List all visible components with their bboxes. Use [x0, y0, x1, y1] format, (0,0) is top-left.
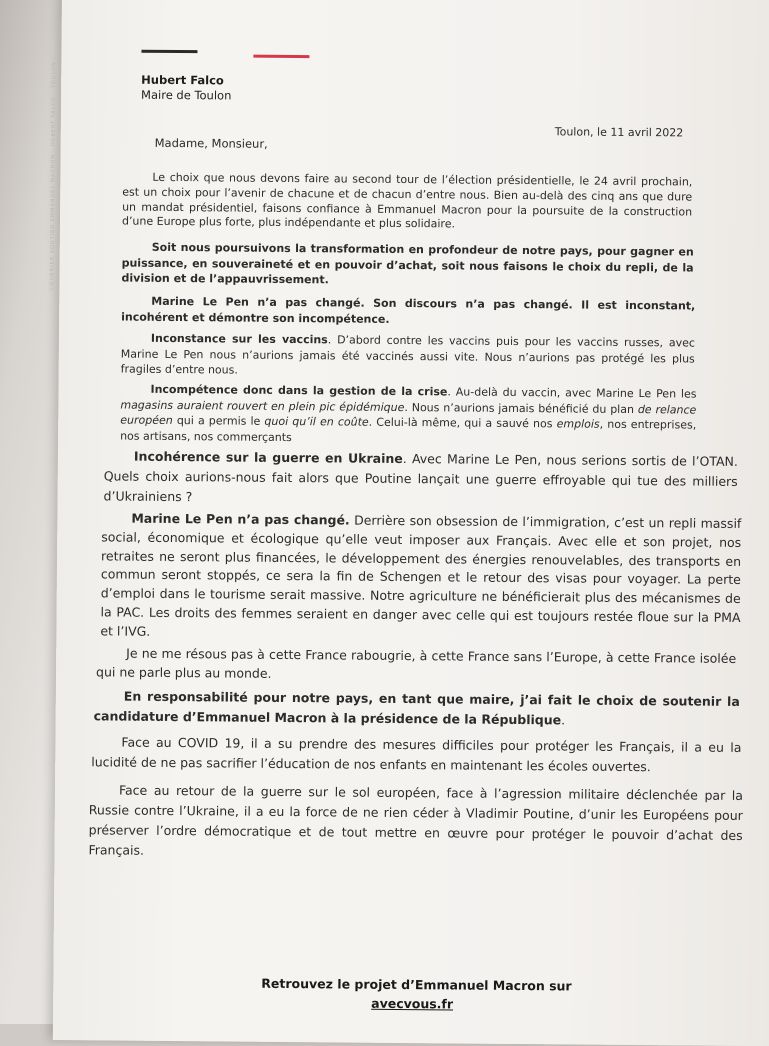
paragraph-endorsement: [94, 686, 740, 732]
vaccines-heading: Inconstance sur les vaccins: [150, 331, 328, 347]
crisis-text-d: . Celui-là même, qui a sauvé nos: [368, 415, 557, 431]
paragraph-crisis: [120, 382, 697, 449]
ukraine-heading: Incohérence sur la guerre en Ukraine: [133, 448, 403, 466]
crisis-italic-shops: magasins auraient rouvert en plein pic épidémique: [120, 398, 405, 414]
paragraph-rabougrie: [96, 643, 736, 687]
crisis-heading: Incompétence donc dans la gestion de la crise: [150, 382, 448, 399]
crisis-italic-recovery: de relance européen: [120, 402, 697, 427]
footer-text: Retrouvez le projet d’Emmanuel Macron sur: [261, 975, 572, 994]
paragraph-immigration: [100, 509, 741, 646]
margin-reference-text: COURRIER SOUTIEN EMMANUEL MACRON - HUBERT FALCO - TOULON: [49, 61, 58, 290]
paragraph-vaccines: [121, 331, 695, 383]
immigration-heading: Marine Le Pen n’a pas changé.: [131, 510, 350, 528]
sender-name: Hubert Falco: [141, 72, 224, 88]
endorsement-text: En responsabilité pour notre pays, en tant que maire, j’ai fait le choix de soutenir la candidature d’Emmanuel Macron à la présidence de la République: [93, 688, 740, 728]
endorsement-period: .: [561, 712, 566, 728]
crisis-text-e: , nos entreprises, nos artisans, nos commerçants: [120, 417, 697, 444]
letter-page: [49, 0, 769, 1046]
footer-website-link[interactable]: avecvous.fr: [371, 995, 454, 1012]
paragraph-covid: [91, 732, 741, 778]
paragraph-war: [88, 780, 743, 866]
salutation: Madame, Monsieur,: [154, 135, 268, 151]
paragraph-choice-text: Soit nous poursuivons la transformation en profondeur de notre pays, pour gagner en puissance, en souveraineté et en pouvoir d’achat, soit nous faisons le choix du repli, de la division et de l’appauvrissement.: [121, 240, 694, 287]
crisis-text-b: . Nous n’aurions jamais bénéficié du plan: [404, 400, 638, 416]
paragraph-intro-text: Le choix que nous devons faire au second tour de l’élection présidentielle, le 24 avril prochain, est un choix pour l’avenir de chacune et de chacun d’entre nous. Bien au-delà des cinq ans que dure un mandat présidentiel, faisons confiance à Emmanuel Macron pour la poursuite de la construction d’une Europe plus forte, plus indépendante et plus solidaire.: [121, 170, 693, 231]
header-rule-red: [253, 55, 309, 58]
ukraine-text: . Avec Marine Le Pen, nous serions sortis de l’OTAN. Quels choix aurions-nous fait alors que Poutine lançait une guerre effroyable qui tue des milliers d’Ukrainiens ?: [103, 450, 738, 505]
paragraph-choice: [121, 240, 693, 291]
paragraph-unchanged: [121, 294, 695, 330]
crisis-text-c: qui a permis le: [172, 413, 265, 428]
paragraph-unchanged-text: Marine Le Pen n’a pas changé. Son discours n’a pas changé. Il est inconstant, incohérent et démontre son incompétence.: [121, 294, 696, 326]
crisis-italic-jobs: emplois: [556, 417, 600, 431]
paragraph-ukraine: [103, 446, 737, 512]
sender-title: Maire de Toulon: [141, 87, 232, 103]
header-rule-dark: [141, 50, 197, 53]
letter-date: Toulon, le 11 avril 2022: [554, 125, 684, 140]
rabougrie-text: Je ne me résous pas à cette France rabougrie, à cette France sans l’Europe, à cette France isolée qui ne parle plus au monde.: [95, 645, 737, 681]
paragraph-intro: [122, 171, 692, 235]
crisis-text-a: . Au-delà du vaccin, avec Marine Le Pen les: [447, 385, 697, 401]
crisis-italic-whatever: quoi qu’il en coûte: [264, 414, 369, 429]
war-text: Face au retour de la guerre sur le sol européen, face à l’agression militaire déclenchée par la Russie contre l’Ukraine, il a eu la force de ne rien céder à Vladimir Poutine, d’unir les Européens pour préserver l’ordre démocratique et de tout mettre en œuvre pour protéger le pouvoir d’achat des Français.: [88, 782, 744, 858]
vaccines-text: . D’abord contre les vaccins puis pour les vaccins russes, avec Marine Le Pen nous n’aurions jamais été vaccinés aussi vite. Nous n’aurions pas protégé les plus fragiles d’entre nous.: [120, 333, 696, 377]
immigration-text: Derrière son obsession de l’immigration, c’est un repli massif social, économique et écologique qu’elle veut imposer aux Français. Avec elle et son projet, nos retraites ne seront plus financées, le développement des énergies renouvelables, des transports en commun seront stoppés, ce sera la fin de Schengen et le retour des visas pour voyager. La perte d’emploi dans le tourisme serait massive. Notre agriculture ne bénéficierait plus des mécanismes de la PAC. Les droits des femmes seraient en danger avec celle qui est toujours restée floue sur la PMA et l’IVG.: [100, 512, 742, 639]
covid-text: Face au COVID 19, il a su prendre des mesures difficiles pour protéger les Français, il a eu la lucidité de ne pas sacrifier l’éducation de nos enfants en maintenant les écoles ouvertes.: [91, 734, 742, 775]
